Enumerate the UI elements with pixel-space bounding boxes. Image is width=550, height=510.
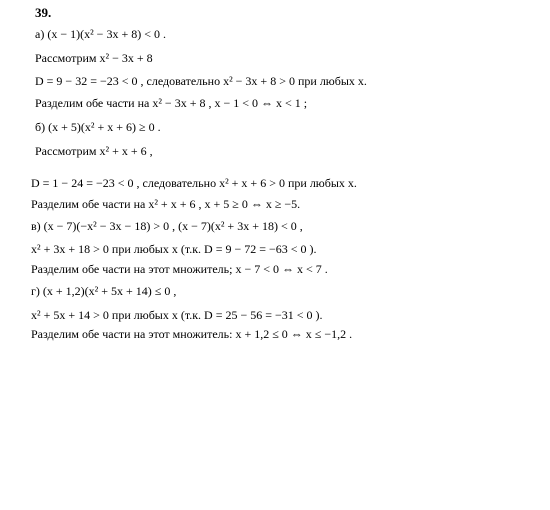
part-b-discriminant: D = 1 − 24 = −23 < 0 , следовательно x² + x + 6 > 0 при любых x. (31, 176, 357, 190)
part-b-consider: Рассмотрим x² + x + 6 , (35, 144, 153, 158)
part-c-inequality: в) (x − 7)(−x² − 3x − 18) > 0 , (x − 7)(x² + 3x + 18) < 0 , (31, 219, 303, 233)
part-a-conclusion: Разделим обе части на x² − 3x + 8 , x − 1 < 0 ⇔ x < 1 ; (35, 96, 308, 110)
part-d-positive-factor: x² + 5x + 14 > 0 при любых x (т.к. D = 25 − 56 = −31 < 0 ). (31, 308, 323, 322)
part-a-discriminant: D = 9 − 32 = −23 < 0 , следовательно x² − 3x + 8 > 0 при любых x. (35, 74, 367, 88)
problem-number: 39. (35, 5, 52, 20)
part-c-conclusion: Разделим обе части на этот множитель; x − 7 < 0 ⇔ x < 7 . (31, 262, 328, 276)
part-b-conclusion: Разделим обе части на x² + x + 6 , x + 5 ≥ 0 ⇔ x ≥ −5. (31, 197, 301, 211)
part-d-inequality: г) (x + 1,2)(x² + 5x + 14) ≤ 0 , (31, 284, 177, 298)
part-b-inequality: б) (x + 5)(x² + x + 6) ≥ 0 . (35, 120, 161, 134)
part-a-consider: Рассмотрим x² − 3x + 8 (35, 51, 153, 65)
part-d-conclusion: Разделим обе части на этот множитель: x + 1,2 ≤ 0 ⇔ x ≤ −1,2 . (31, 327, 353, 341)
part-c-positive-factor: x² + 3x + 18 > 0 при любых x (т.к. D = 9 − 72 = −63 < 0 ). (31, 242, 317, 256)
part-a-inequality: а) (x − 1)(x² − 3x + 8) < 0 . (35, 27, 166, 41)
